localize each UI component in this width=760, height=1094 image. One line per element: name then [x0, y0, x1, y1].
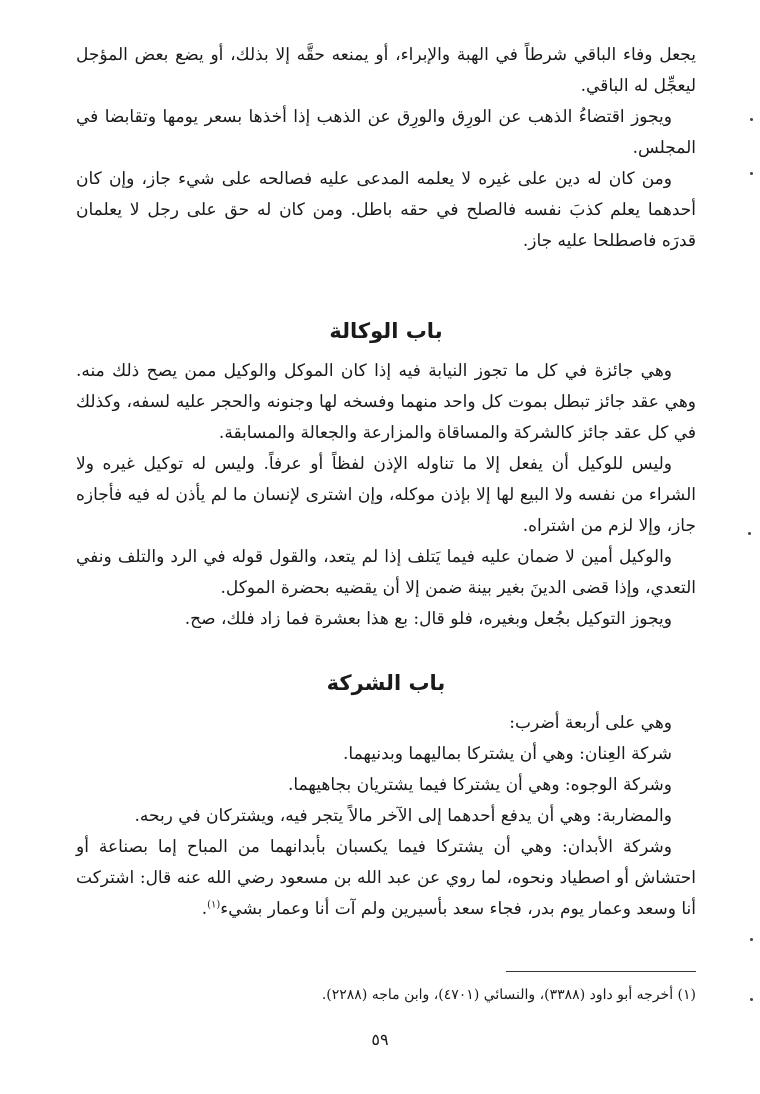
paragraph-with-footnote	[76, 832, 696, 925]
page-number: ٥٩	[371, 1030, 389, 1049]
footnote-marker: (١)	[207, 899, 221, 911]
wakala-text-block	[76, 356, 696, 635]
margin-mark	[748, 532, 751, 535]
paragraph: وهي على أربعة أضرب:	[509, 713, 672, 733]
paragraph: يجعل وفاء الباقي شرطاً في الهبة والإبراء، أو يمنعه حقَّه إلا بذلك، أو يضع بعض المؤجل ليعجِّل له الباقي.	[76, 45, 696, 96]
margin-mark	[750, 998, 753, 1001]
margin-mark	[750, 118, 753, 121]
shirka-text-block	[76, 708, 696, 925]
footnote-divider	[506, 971, 696, 972]
paragraph: ومن كان له دين على غيره لا يعلمه المدعى عليه فصالحه على شيء جاز، وإن كان أحدهما يعلم كذبَ نفسه فالصلح في حقه باطل. ومن كان له حق على رجل لا يعلمان قدرَه فاصطلحا عليه جاز.	[76, 169, 696, 251]
paragraph: شركة العِنان: وهي أن يشتركا بماليهما وبدنيهما.	[343, 744, 672, 764]
paragraph: والوكيل أمين لا ضمان عليه فيما يَتلف إذا لم يتعد، والقول قوله في الرد والتلف ونفي التعدي، وإذا قضى الدينَ بغير بينة ضمن إلا أن يقضيه بحضرة الموكل.	[76, 547, 696, 598]
paragraph: ويجوز التوكيل بجُعل وبغيره، فلو قال: بع هذا بعشرة فما زاد فلك، صح.	[184, 609, 672, 629]
margin-mark	[750, 172, 753, 175]
footnote: (١) أخرجه أبو داود (٣٣٨٨)، والنسائي (٤٧٠١)، وابن ماجه (٢٢٨٨).	[321, 987, 696, 1003]
wakala-heading: باب الوكالة	[329, 319, 443, 343]
sulh-text-block	[76, 40, 696, 257]
paragraph: وشركة الوجوه: وهي أن يشتركا فيما يشتريان بجاهيهما.	[287, 775, 672, 795]
paragraph: وهي جائزة في كل ما تجوز النيابة فيه إذا كان الموكل والوكيل ممن يصح ذلك منه. وهي عقد جائز تبطل بموت كل واحد منهما وفسخه لها وجنونه والحجر عليه لسفه، وكذلك في كل عقد جائز كالشركة والمساقاة والمزارعة والجعالة والمسابقة.	[76, 361, 696, 443]
shirka-heading: باب الشركة	[326, 671, 446, 695]
paragraph: ويجوز اقتضاءُ الذهب عن الورِق والورِق عن الذهب إذا أخذها بسعر يومها وتقابضا في المجلس.	[76, 107, 696, 158]
paragraph: والمضاربة: وهي أن يدفع أحدهما إلى الآخر مالاً يتجر فيه، ويشتركان في ربحه.	[134, 806, 672, 826]
paragraph-text: وشركة الأبدان: وهي أن يشتركا فيما يكسبان بأبدانهما من المباح إما بصناعة أو احتشاش أو اصطياد ونحوه، لما روي عن عبد الله بن مسعود رضي الله عنه قال: اشتركت أنا وسعد وعمار يوم بدر، فجاء سعد بأسيرين ولم آت أنا وعمار بشيء	[76, 837, 696, 919]
paragraph: وليس للوكيل أن يفعل إلا ما تناوله الإذن لفظاً أو عرفاً. وليس له توكيل غيره ولا الشراء من نفسه ولا البيع لها إلا بإذن موكله، وإن اشترى لإنسان ما لم يأذن له فيه فأجازه جاز، وإلا لزم من اشتراه.	[76, 454, 696, 536]
margin-mark	[750, 938, 753, 941]
final-punctuation: .	[201, 899, 208, 919]
